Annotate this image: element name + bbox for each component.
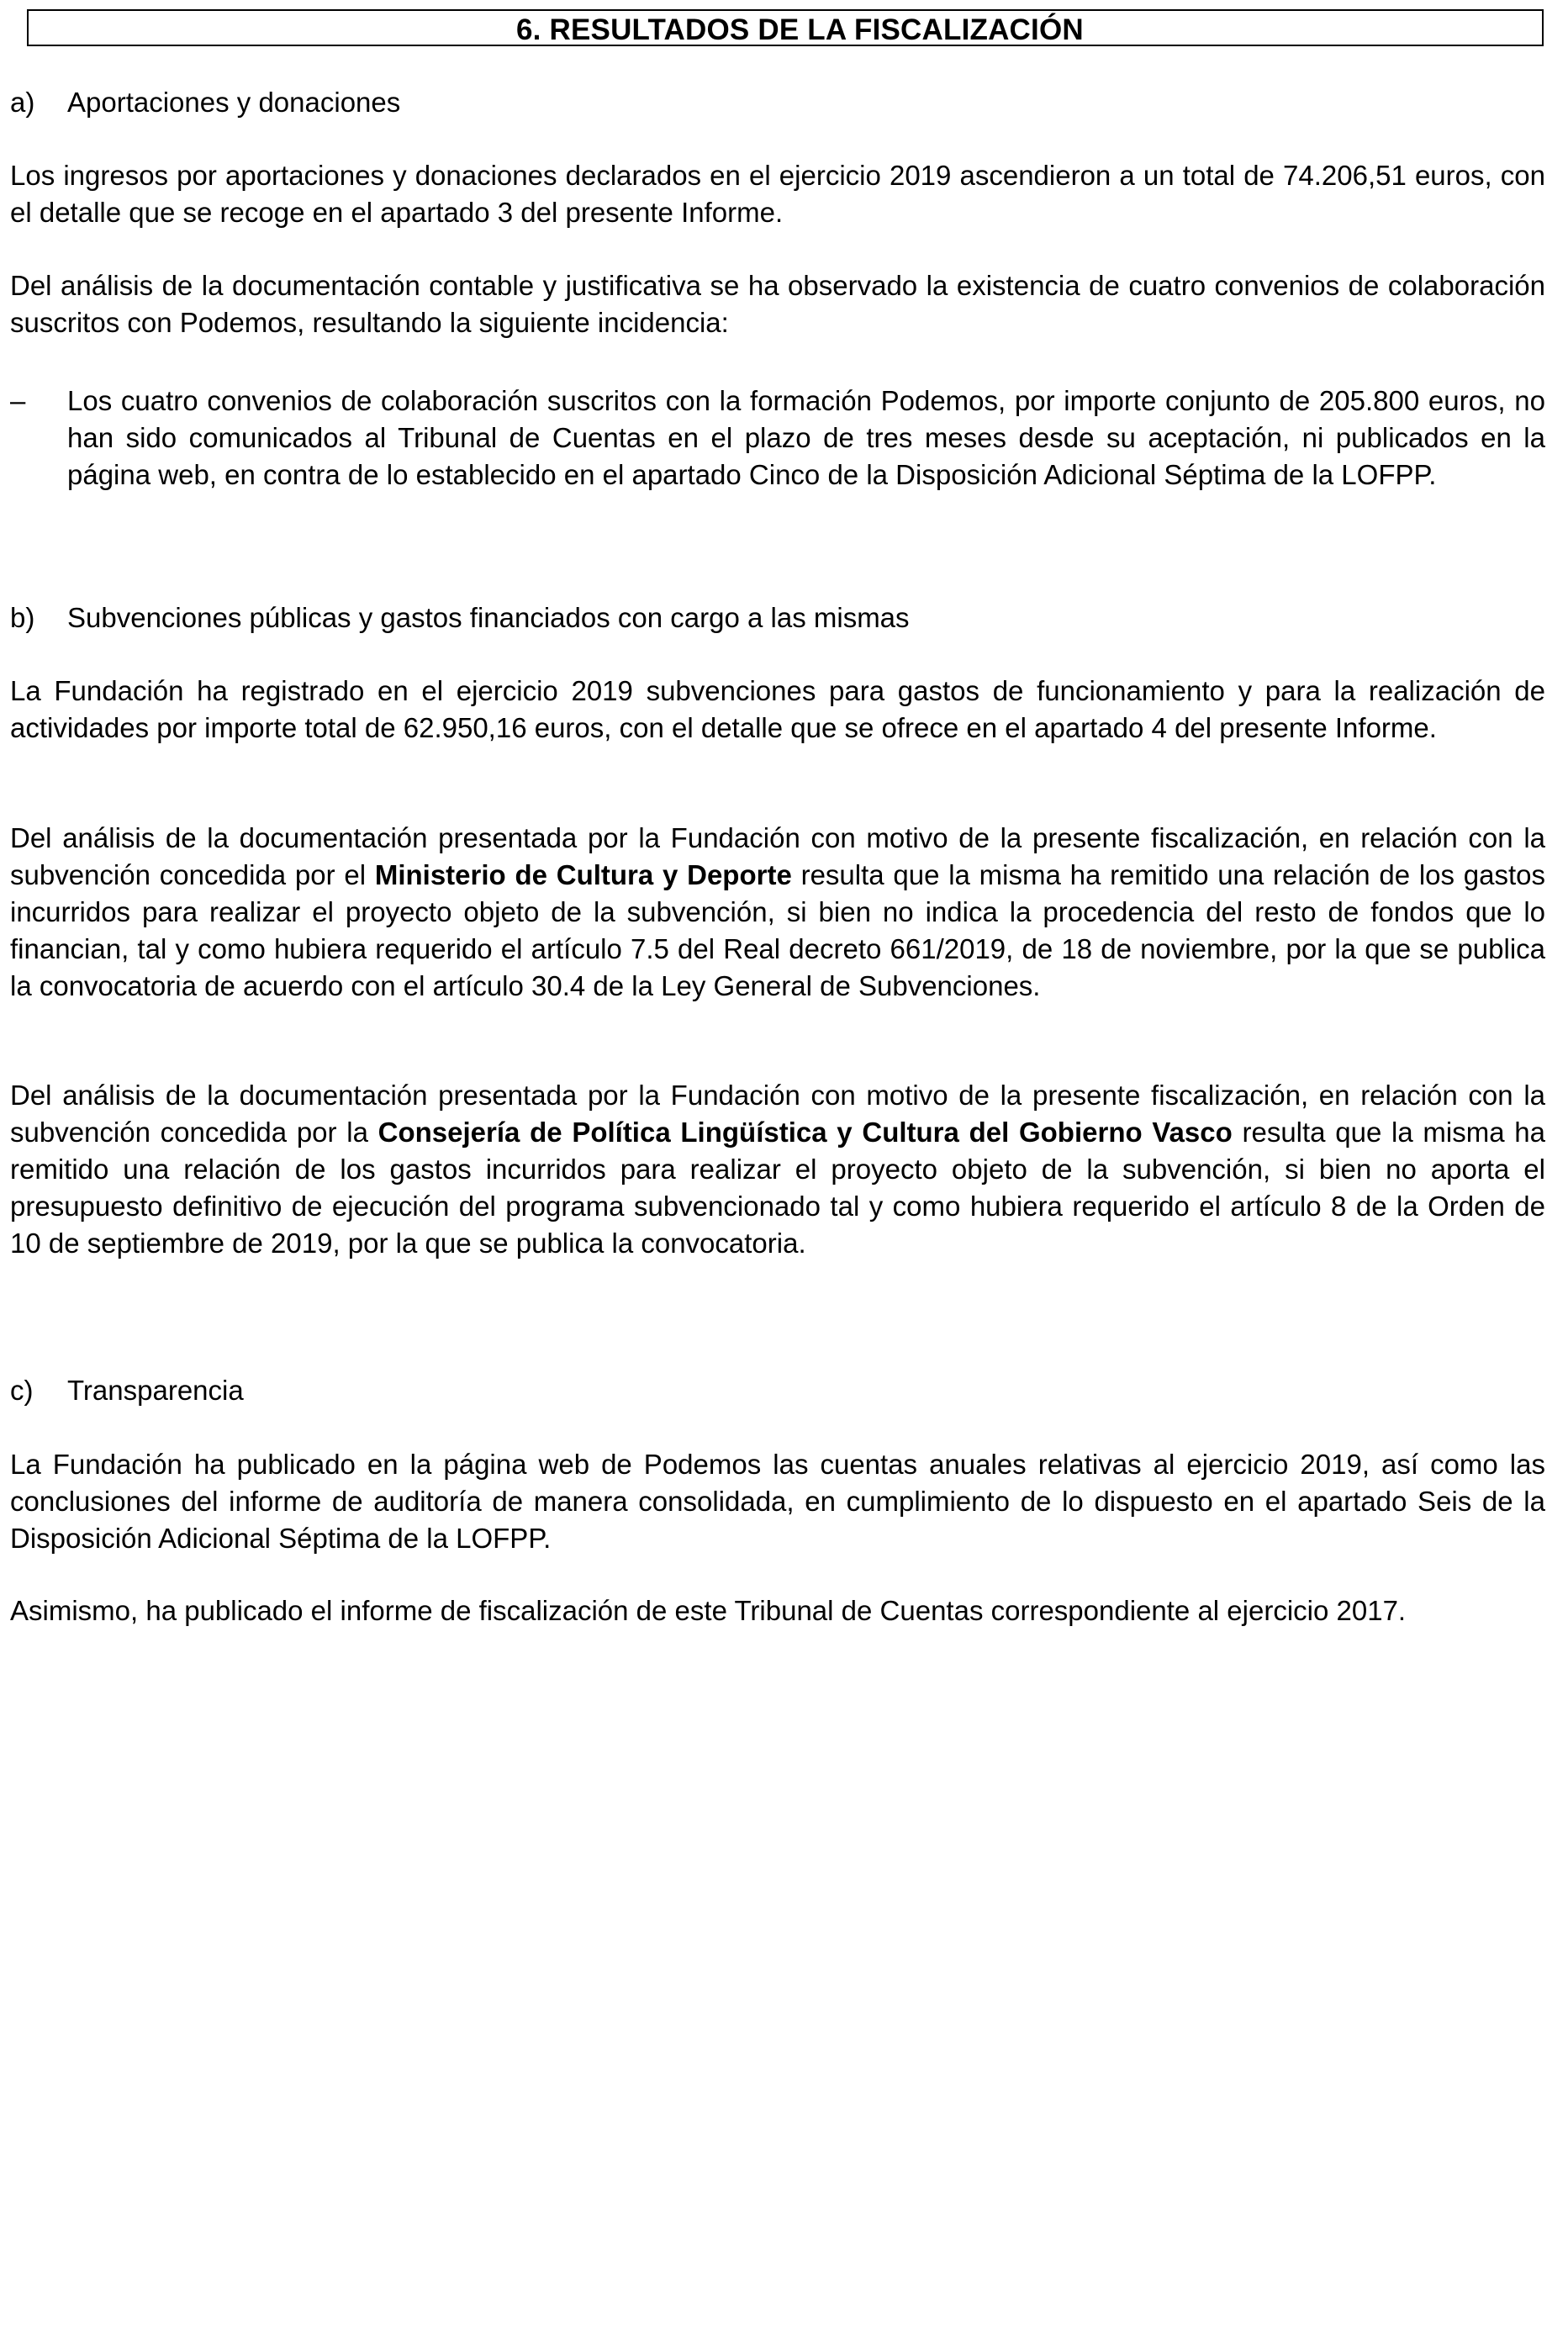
section-b-paragraph-1: La Fundación ha registrado en el ejercicio 2019 subvenciones para gastos de funcionamiento y para la realización de actividades por importe total de 62.950,16 euros, con el detalle que se ofrece en el apartado 4 del presente Informe. — [10, 675, 1545, 743]
bullet-marker: – — [10, 385, 26, 416]
section-b-paragraph-2 — [10, 820, 1545, 1005]
section-a-paragraph-1: Los ingresos por aportaciones y donaciones declarados en el ejercicio 2019 ascendieron a un total de 74.206,51 euros, con el detalle que se recoge en el apartado 3 del presente Informe. — [10, 160, 1545, 228]
section-c-heading — [10, 1372, 244, 1409]
page-title: 6. RESULTADOS DE LA FISCALIZACIÓN — [516, 13, 1084, 46]
section-b-letter: b) — [10, 602, 35, 633]
section-b-paragraph-2-text-a: Del análisis de la documentación presentada por la Fundación con motivo de la presente fiscalización, en relación con la subvención concedida por el — [10, 822, 1545, 890]
section-b-heading — [10, 599, 910, 636]
section-b-paragraph-3 — [10, 1077, 1545, 1262]
section-c-paragraph-2: Asimismo, ha publicado el informe de fiscalización de este Tribunal de Cuentas correspondiente al ejercicio 2017. — [10, 1595, 1407, 1626]
section-b-title: Subvenciones públicas y gastos financiados con cargo a las mismas — [67, 602, 910, 633]
ministerio-name: Ministerio de Cultura y Deporte — [374, 859, 792, 890]
section-b-paragraph-2-text-b: resulta que la misma ha remitido una relación de los gastos incurridos para realizar el proyecto objeto de la subvención, si bien no indica la procedencia del resto de fondos que lo financian, tal y como hubiera requerido el artículo 7.5 del Real decreto 661/2019, de 18 de noviembre, por la que se publica la convocatoria de acuerdo con el artículo 30.4 de la Ley General de Subvenciones. — [10, 859, 1546, 1001]
section-c-letter: c) — [10, 1375, 34, 1406]
section-b-paragraph-3-text-a: Del análisis de la documentación presentada por la Fundación con motivo de la presente fiscalización, en relación con la subvención concedida por la — [10, 1080, 1545, 1148]
section-a-bullet-item: Los cuatro convenios de colaboración suscritos con la formación Podemos, por importe conjunto de 205.800 euros, no han sido comunicados al Tribunal de Cuentas en el plazo de tres meses desde su aceptación, ni publicados en la página web, en contra de lo establecido en el apartado Cinco de la Disposición Adicional Séptima de la LOFPP. — [67, 385, 1545, 490]
section-a-paragraph-2: Del análisis de la documentación contable y justificativa se ha observado la existencia de cuatro convenios de colaboración suscritos con Podemos, resultando la siguiente incidencia: — [10, 270, 1545, 338]
section-a-heading — [10, 84, 400, 121]
section-c-title: Transparencia — [67, 1375, 244, 1406]
section-header-box — [27, 9, 1544, 46]
section-a-letter: a) — [10, 87, 35, 118]
consejeria-name: Consejería de Política Lingüística y Cultura del Gobierno Vasco — [377, 1117, 1233, 1148]
section-b-paragraph-3-text-b: resulta que la misma ha remitido una relación de los gastos incurridos para realizar el proyecto objeto de la subvención, si bien no aporta el presupuesto definitivo de ejecución del programa subvencionado tal y como hubiera requerido el artículo 8 de la Orden de 10 de septiembre de 2019, por la que se publica la convocatoria. — [10, 1117, 1545, 1259]
section-a-title: Aportaciones y donaciones — [67, 87, 401, 118]
section-c-paragraph-1: La Fundación ha publicado en la página web de Podemos las cuentas anuales relativas al ejercicio 2019, así como las conclusiones del informe de auditoría de manera consolidada, en cumplimiento de lo dispuesto en el apartado Seis de la Disposición Adicional Séptima de la LOFPP. — [10, 1449, 1545, 1554]
